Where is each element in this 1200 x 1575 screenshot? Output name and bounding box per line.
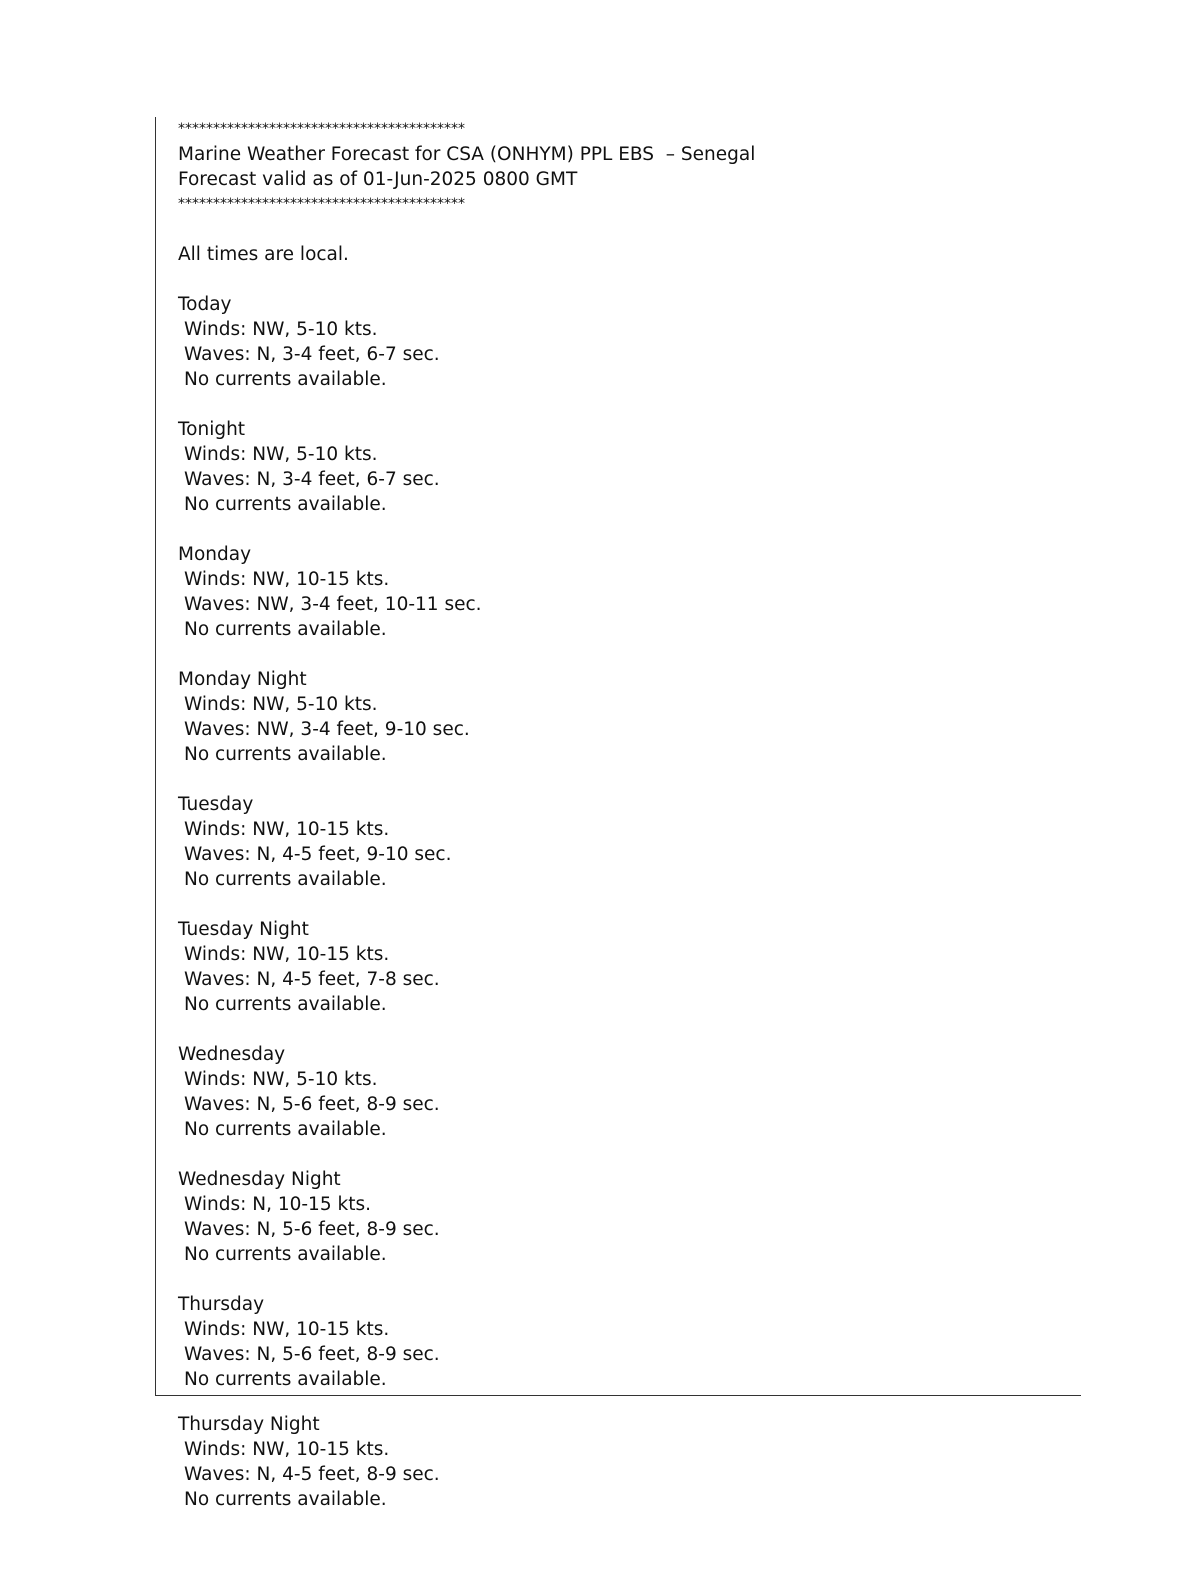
spacer <box>178 267 1078 292</box>
period-winds: Winds: NW, 10-15 kts. <box>184 1319 390 1340</box>
period-waves: Waves: N, 4-5 feet, 7-8 sec. <box>184 969 440 990</box>
period-currents: No currents available. <box>184 1244 387 1265</box>
header-stars-top: ***************************************** <box>178 121 465 137</box>
period-waves: Waves: N, 5-6 feet, 8-9 sec. <box>184 1219 440 1240</box>
forecast-valid-time: Forecast valid as of 01-Jun-2025 0800 GMT <box>178 169 578 190</box>
period-winds: Winds: NW, 5-10 kts. <box>184 1069 378 1090</box>
period-winds: Winds: NW, 10-15 kts. <box>184 819 390 840</box>
spacer <box>178 1142 1078 1167</box>
frame-left-border <box>155 117 156 1395</box>
period-block <box>178 792 1078 917</box>
period-winds: Winds: NW, 10-15 kts. <box>184 1439 390 1460</box>
period-name: Tonight <box>178 419 246 440</box>
period-waves: Waves: N, 3-4 feet, 6-7 sec. <box>184 344 440 365</box>
period-waves: Waves: N, 4-5 feet, 8-9 sec. <box>184 1464 440 1485</box>
spacer <box>178 217 1078 242</box>
period-name: Tuesday Night <box>178 919 309 940</box>
period-name: Thursday <box>178 1294 265 1315</box>
spacer <box>178 517 1078 542</box>
period-waves: Waves: NW, 3-4 feet, 10-11 sec. <box>184 594 482 615</box>
period-currents: No currents available. <box>184 494 387 515</box>
period-block <box>178 542 1078 667</box>
period-currents: No currents available. <box>184 744 387 765</box>
period-currents: No currents available. <box>184 1119 387 1140</box>
period-currents: No currents available. <box>184 994 387 1015</box>
period-winds: Winds: NW, 10-15 kts. <box>184 569 390 590</box>
period-name: Today <box>178 294 232 315</box>
period-currents: No currents available. <box>184 869 387 890</box>
period-waves: Waves: N, 3-4 feet, 6-7 sec. <box>184 469 440 490</box>
times-note: All times are local. <box>178 244 349 265</box>
period-name: Thursday Night <box>178 1414 320 1435</box>
period-block <box>178 1292 1078 1392</box>
period-block <box>178 1042 1078 1167</box>
period-block <box>178 417 1078 542</box>
period-winds: Winds: NW, 5-10 kts. <box>184 694 378 715</box>
period-waves: Waves: N, 4-5 feet, 9-10 sec. <box>184 844 452 865</box>
header-stars-bottom: ***************************************** <box>178 196 465 212</box>
period-name: Tuesday <box>178 794 254 815</box>
period-block <box>178 1167 1078 1292</box>
period-block <box>178 292 1078 417</box>
period-block <box>178 667 1078 792</box>
spacer <box>178 1017 1078 1042</box>
period-block <box>178 1412 1078 1512</box>
period-block <box>178 917 1078 1042</box>
spacer <box>178 892 1078 917</box>
spacer <box>178 1267 1078 1292</box>
forecast-content <box>178 117 1078 1392</box>
period-name: Monday <box>178 544 252 565</box>
period-winds: Winds: NW, 5-10 kts. <box>184 444 378 465</box>
period-winds: Winds: NW, 10-15 kts. <box>184 944 390 965</box>
period-waves: Waves: NW, 3-4 feet, 9-10 sec. <box>184 719 470 740</box>
period-currents: No currents available. <box>184 369 387 390</box>
period-name: Monday Night <box>178 669 307 690</box>
frame-bottom-border <box>155 1395 1081 1396</box>
spacer <box>178 767 1078 792</box>
period-winds: Winds: NW, 5-10 kts. <box>184 319 378 340</box>
period-waves: Waves: N, 5-6 feet, 8-9 sec. <box>184 1344 440 1365</box>
period-currents: No currents available. <box>184 619 387 640</box>
period-waves: Waves: N, 5-6 feet, 8-9 sec. <box>184 1094 440 1115</box>
forecast-title: Marine Weather Forecast for CSA (ONHYM) PPL EBS – Senegal <box>178 144 756 165</box>
period-currents: No currents available. <box>184 1489 387 1510</box>
period-name: Wednesday Night <box>178 1169 341 1190</box>
period-currents: No currents available. <box>184 1369 387 1390</box>
period-name: Wednesday <box>178 1044 286 1065</box>
spacer <box>178 392 1078 417</box>
spacer <box>178 642 1078 667</box>
period-winds: Winds: N, 10-15 kts. <box>184 1194 371 1215</box>
